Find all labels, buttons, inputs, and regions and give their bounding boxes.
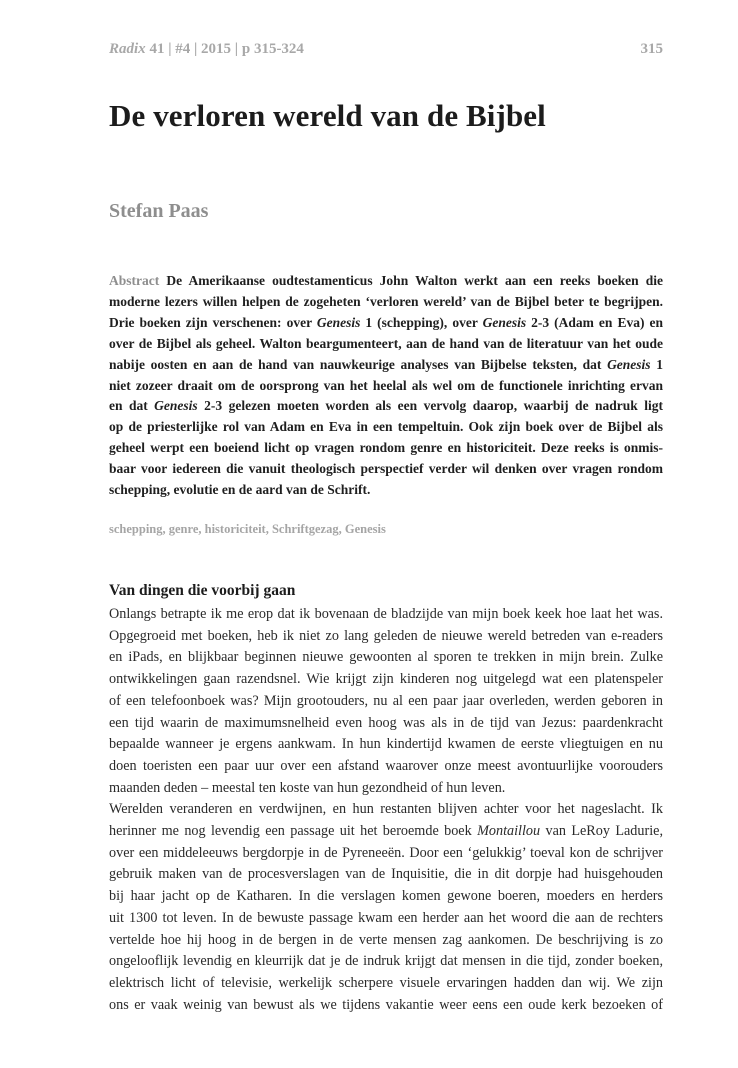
text-run: van LeRoy Ladurie, xyxy=(540,823,663,840)
text-line xyxy=(109,376,663,397)
text-run: en iPads, en blijkbaar beginnen nieuwe gewoonten al sporen te trekken in mijn brein. Zulke xyxy=(109,649,663,666)
text-run: of een telefoonboek was? Mijn grootouders, nu al een paar jaar overleden, werden geboren in xyxy=(109,692,663,709)
text-run: uit 1300 tot leven. In de bewuste passage kwam een herder aan het woord die aan de rechters xyxy=(109,909,663,926)
text-run: maanden deden – meestal ten koste van hun gezondheid of hun leven. xyxy=(109,779,506,796)
text-line xyxy=(109,930,663,952)
text-line xyxy=(109,292,663,313)
italic-title: Genesis xyxy=(482,314,527,330)
abstract-label: Abstract xyxy=(109,273,167,288)
text-line xyxy=(109,438,663,459)
section-heading: Van dingen die voorbij gaan xyxy=(109,582,296,599)
text-run: bepaalde wanneer je ergens aankwam. In hun kindertijd kwamen de eerste vliegtuigen en nu xyxy=(109,736,663,753)
text-run: Opgegroeid met boeken, heb ik niet zo lang geleden de nieuwe wereld betreden van e-readers xyxy=(109,627,663,644)
text-line xyxy=(109,843,663,865)
text-line xyxy=(109,459,663,480)
text-run: bij haar jacht op de Katharen. In die verslagen komen gewone boeren, moeders en herders xyxy=(109,888,663,905)
text-run: De Amerikaanse oudtestamenticus John Walton werkt aan een reeks boeken die xyxy=(166,273,663,288)
text-run: een tijd waarin de maximumsnelheid even hoog was als in de tijd van Jezus: paardenkracht xyxy=(109,714,663,731)
text-run: elektrisch licht of televisie, werkelijk scherpere visuele ervaringen hadden dan wij. We zijn xyxy=(109,974,663,991)
text-line xyxy=(109,669,663,691)
text-run: 1 (schepping), over xyxy=(360,314,483,330)
text-line xyxy=(109,355,663,376)
text-line xyxy=(109,480,663,501)
italic-title: Montaillou xyxy=(477,823,541,840)
text-run: over de Bijbel als geheel. Walton beargumenteert, aan de hand van de literatuur van het oude xyxy=(109,335,663,351)
text-line xyxy=(109,647,663,669)
article-author: Stefan Paas xyxy=(109,200,209,222)
running-header xyxy=(109,41,663,61)
text-run: gebruik maken van de procesverslagen van de Inquisitie, die in dit dorpje had huisgehouden xyxy=(109,866,663,883)
text-run: moderne lezers willen helpen de zogeheten ‘verloren wereld’ van de Bijbel beter te begrijpen. xyxy=(109,293,663,309)
abstract-text xyxy=(109,271,663,501)
text-run: op de priesterlijke rol van Adam en Eva in een tempeltuin. Ook zijn boek over de Bijbel als xyxy=(109,419,663,435)
text-line xyxy=(109,995,663,1017)
text-run: Drie boeken zijn verschenen: over xyxy=(109,314,317,330)
text-line xyxy=(109,756,663,778)
italic-title: Genesis xyxy=(154,398,198,414)
text-line xyxy=(109,864,663,886)
keywords: schepping, genre, historiciteit, Schriftgezag, Genesis xyxy=(109,522,386,536)
text-run: nabije oosten en aan de hand van nauwkeurige analyses van Bijbelse teksten, dat xyxy=(109,356,608,372)
text-line xyxy=(109,604,663,626)
text-run: niet zozeer draait om de oorsprong van het heelal als wel om de functionele inrichting ervan xyxy=(109,377,663,393)
text-run: schepping, evolutie en de aard van de Schrift. xyxy=(109,482,371,498)
text-line xyxy=(109,973,663,995)
text-run: Werelden veranderen en verdwijnen, en hun restanten blijven achter voor het nageslacht. Ik xyxy=(109,801,663,818)
text-line xyxy=(109,886,663,908)
text-run: 2-3 gelezen moeten worden als een vervolg daarop, waarbij de nadruk ligt xyxy=(197,398,663,414)
text-run: 1 xyxy=(650,356,663,372)
text-line xyxy=(109,799,663,821)
text-line xyxy=(109,778,663,800)
text-line xyxy=(109,313,663,334)
paragraph xyxy=(109,799,663,1016)
text-line xyxy=(109,691,663,713)
text-run: ongelooflijk levendig en kleurrijk dat je de indruk krijgt dat mensen in die tijd, zonder boeken, xyxy=(109,953,663,970)
text-run: geheel werpt een boeiend licht op vragen rondom genre en historiciteit. Deze reeks is onmis- xyxy=(109,440,663,456)
text-run: 2-3 (Adam en Eva) en xyxy=(526,314,663,330)
text-run: Onlangs betrapte ik me erop dat ik bovenaan de bladzijde van mijn boek keek hoe laat het was. xyxy=(109,606,663,622)
page-number: 315 xyxy=(640,41,663,57)
text-run: ons er vaak weinig van bewust als we tijdens vakantie weer eens een oude kerk bezoeken of xyxy=(109,996,663,1013)
text-run: herinner me nog levendig een passage uit het beroemde boek xyxy=(109,823,478,840)
text-run: en dat xyxy=(109,398,155,414)
text-run: doen toeristen een paar uur over een afstand waarover onze meest avontuurlijke voorouders xyxy=(109,757,663,774)
italic-title: Genesis xyxy=(316,314,361,330)
text-line xyxy=(109,396,663,417)
text-run: baar voor iedereen die vanuit theologisch perspectief verder wil denken over vragen rondom xyxy=(109,461,663,477)
text-line xyxy=(109,908,663,930)
article-title: De verloren wereld van de Bijbel xyxy=(109,98,546,133)
text-line xyxy=(109,713,663,735)
italic-title: Genesis xyxy=(607,356,651,372)
journal-name: Radix xyxy=(109,41,146,57)
text-line xyxy=(109,734,663,756)
text-run: ontwikkelingen gaan razendsnel. Wie krijgt zijn kinderen nog uitgelegd wat een platenspeler xyxy=(109,671,663,688)
text-line xyxy=(109,821,663,843)
paragraph xyxy=(109,604,663,799)
body-text xyxy=(109,604,663,1016)
text-line xyxy=(109,626,663,648)
text-line xyxy=(109,271,663,292)
text-line xyxy=(109,951,663,973)
journal-citation: 41 | #4 | 2015 | p 315-324 xyxy=(145,41,304,57)
text-line xyxy=(109,417,663,438)
text-line xyxy=(109,334,663,355)
text-run: over een middeleeuws bergdorpje in de Pyreneeën. Door een ‘gelukkig’ toeval kon de schrijver xyxy=(109,844,663,861)
text-run: vertelde hoe hij hoog in de bergen in de verte mensen zag aankomen. De beschrijving is zo xyxy=(109,931,663,948)
abstract xyxy=(109,271,663,501)
